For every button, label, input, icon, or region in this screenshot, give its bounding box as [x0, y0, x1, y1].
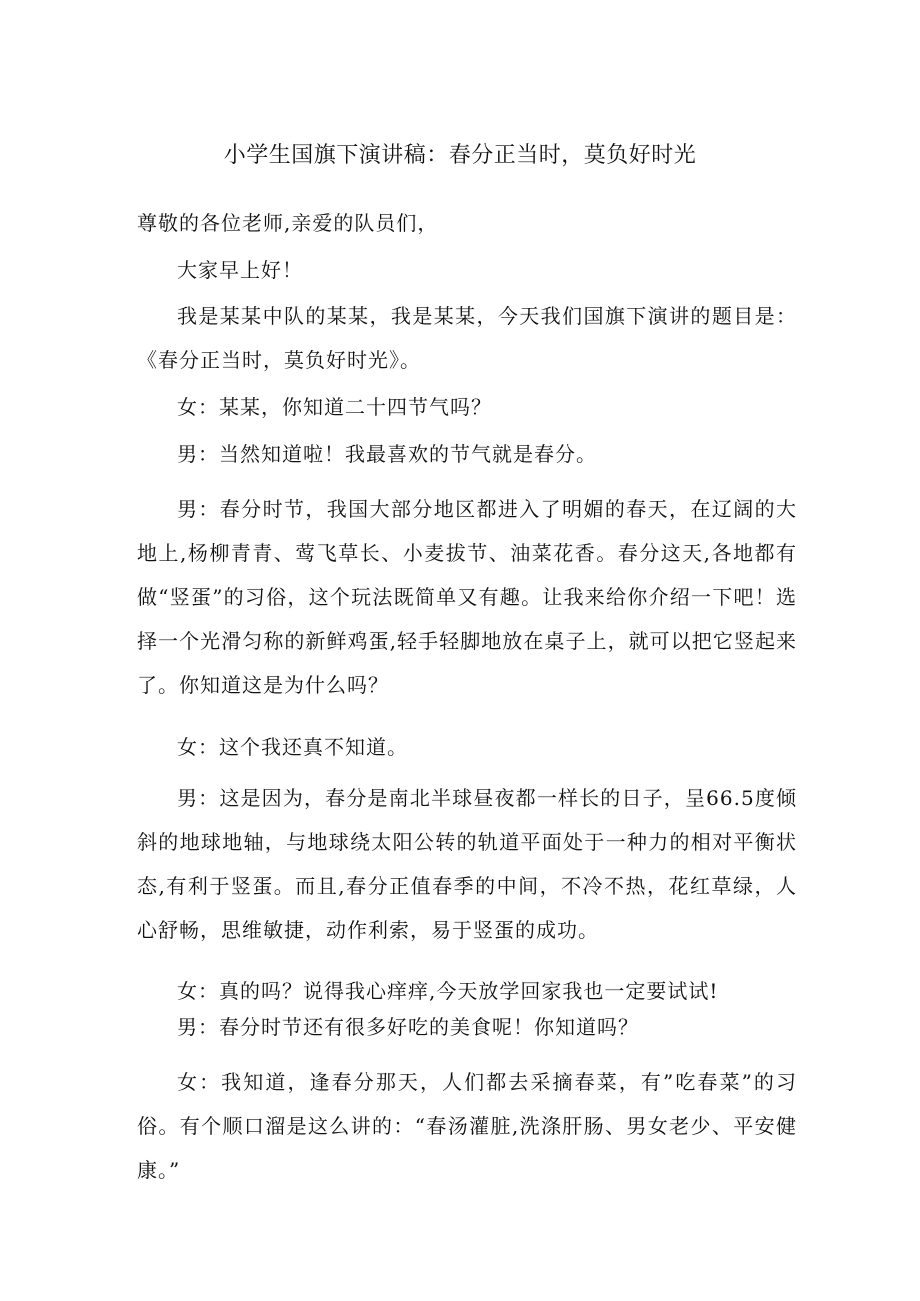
paragraph-dialogue: 女：这个我还真不知道。 [177, 735, 408, 759]
paragraph-dialogue: 女：我知道，逢春分那天，人们都去采摘春菜，有”吃春菜”的习俗。有个顺口溜是这么讲的：“春汤灌脏,洗涤肝肠、男女老少、平安健康。” [137, 1070, 797, 1182]
paragraph-good-morning: 大家早上好！ [177, 258, 303, 282]
paragraph-dialogue: 女：真的吗？说得我心痒痒,今天放学回家我也一定要试试! [177, 979, 719, 1003]
paragraph-dialogue: 女：某某，你知道二十四节气吗？ [177, 395, 492, 419]
document-title: 小学生国旗下演讲稿：春分正当时，莫负好时光 [223, 143, 697, 168]
paragraph-greeting: 尊敬的各位老师,亲爱的队员们， [137, 211, 439, 235]
paragraph-dialogue: 男：春分时节还有很多好吃的美食呢！你知道吗？ [177, 1015, 639, 1039]
paragraph-dialogue: 男：春分时节，我国大部分地区都进入了明媚的春天，在辽阔的大地上,杨柳青青、莺飞草长、小麦拔节、油菜花香。春分这天,各地都有做“竖蛋”的习俗，这个玩法既简单又有趣。让我来给你介绍一下吧！选择一个光滑匀称的新鲜鸡蛋,轻手轻脚地放在桌子上，就可以把它竖起来了。你知道这是为什么吗？ [137, 497, 797, 697]
paragraph-dialogue: 男：这是因为，春分是南北半球昼夜都一样长的日子，呈66.5度倾斜的地球地轴，与地球绕太阳公转的轨道平面处于一种力的相对平衡状态,有利于竖蛋。而且,春分正值春季的中间，不冷不热，花红草绿，人心舒畅，思维敏捷，动作利索，易于竖蛋的成功。 [137, 786, 797, 942]
paragraph-dialogue: 男：当然知道啦！我最喜欢的节气就是春分。 [177, 442, 597, 466]
paragraph-introduction: 我是某某中队的某某，我是某某，今天我们国旗下演讲的题目是：《春分正当时，莫负好时光》。 [137, 304, 797, 372]
